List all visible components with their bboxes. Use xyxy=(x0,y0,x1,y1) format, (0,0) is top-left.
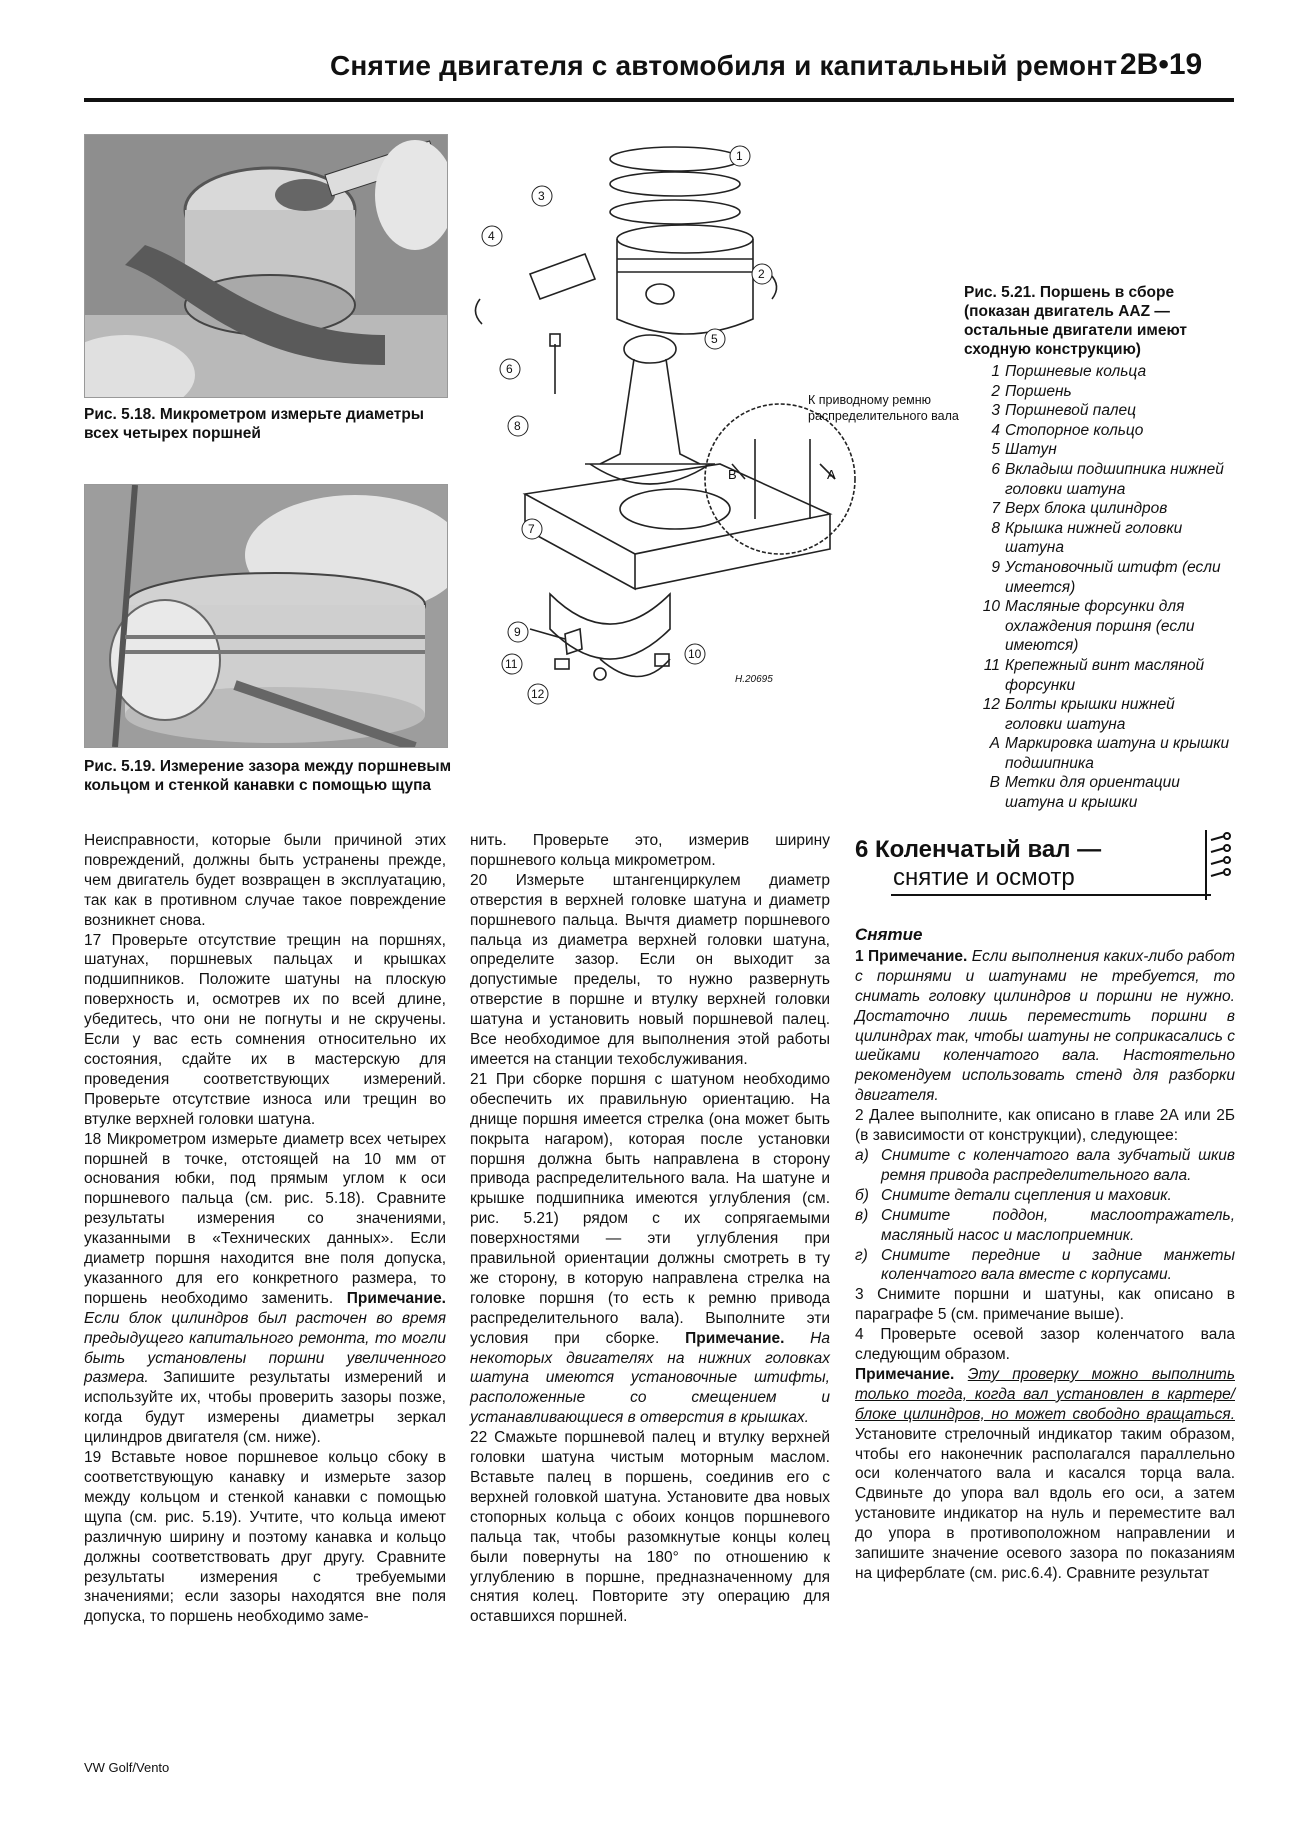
legend-item xyxy=(964,499,1236,519)
footer-book-title: VW Golf/Vento xyxy=(84,1760,170,1775)
svg-text:1: 1 xyxy=(736,149,743,163)
legend-number: 11 xyxy=(983,656,1000,674)
paragraph-18-continued: Запишите результаты измерений и используйте их, чтобы проверить зазоры позже, когда будут измерены диаметры зеркал цилиндров двигателя (см. ниже). xyxy=(84,1369,446,1447)
photo-fig-5-18 xyxy=(84,134,448,398)
feeler-gauge-photo-illustration xyxy=(85,485,447,747)
legend-number: 4 xyxy=(991,421,1000,439)
paragraph-3: 3 Снимите поршни и шатуны, как описано в параграфе 5 (см. примечание выше). xyxy=(855,1286,1235,1324)
legend-number: А xyxy=(989,735,1000,753)
legend-number: 1 xyxy=(991,363,1000,380)
caption-fig-5-19: Рис. 5.19. Измерение зазора между поршневым кольцом и стенкой канавки с помощью щупа xyxy=(84,758,452,794)
list-text: Снимите поддон, маслоотражатель, масляный насос и маслоприемник. xyxy=(881,1206,1235,1244)
legend-number: 2 xyxy=(991,382,1000,400)
exploded-piston-diagram xyxy=(470,134,960,824)
text-column-2 xyxy=(470,831,830,1627)
callout-7 xyxy=(522,519,542,539)
note-text: Если выполнения каких-либо работ с поршнями и шатунами не требуется, то снимать головку цилиндров и поршни не нужно. Достаточно лишь переместить поршни в цилиндрах так, чтобы шатуны не соприкасались с шейками коленчатого вала. Настоятельно рекомендуем использовать стенд для разборки двигателя. xyxy=(855,947,1236,1105)
callout-5 xyxy=(705,329,725,349)
inset-letter-a: A xyxy=(827,467,836,482)
micrometer-photo-illustration xyxy=(85,135,447,397)
paragraph-4: 4 Проверьте осевой зазор коленчатого вала следующим образом. xyxy=(855,1326,1235,1364)
callout-8 xyxy=(508,416,528,436)
legend-text: Поршень xyxy=(1005,382,1072,400)
svg-text:5: 5 xyxy=(711,332,718,346)
paragraph-20: 20 Измерьте штангенциркулем диаметр отверстия в верхней головке шатуна и диаметр поршневого пальца. Вычтя диаметр поршневого пальца из диаметра верхней головки шатуна, определите зазор. Если он выходит за допустимые пределы, то нужно развернуть отверстие в поршне и втулку верхней головки шатуна и установить новый поршневой палец. Все необходимое для выполнения этой работы имеется на станции техобслуживания. xyxy=(470,871,830,1068)
paragraph-22: 22 Смажьте поршневой палец и втулку верхней головки шатуна чистым моторным маслом. Вставьте палец в поршень, соединив его с верхней головкой шатуна. Установите два новых стопорных кольца с обоих концов поршневого пальца так, чтобы разомкнутые концы колец были повернуты на 180° по отношению к углублению в поршне, предназначенному для снятия колец. Повторите эту операцию для оставшихся поршней. xyxy=(470,1429,830,1626)
note-label: Примечание. xyxy=(685,1329,785,1347)
note-label: Примечание. xyxy=(346,1289,446,1307)
list-item xyxy=(855,1246,1235,1286)
text-column-3 xyxy=(855,925,1235,1584)
legend-number: 7 xyxy=(991,500,1000,518)
legend-item xyxy=(964,558,1236,597)
callout-3 xyxy=(532,186,552,206)
photo-fig-5-19 xyxy=(84,484,448,748)
paragraph-4-continued: Установите стрелочный индикатор таким образом, чтобы его наконечник располагался параллельно оси коленчатого вала и касался торца вала. Сдвиньте до упора вал вдоль его оси, а затем установите индикатор на нуль и переместите вал до упора в противоположном направлении и запишите значение осевого зазора по показаниям на циферблате (см. рис.6.4). Сравните результат xyxy=(855,1425,1235,1582)
svg-text:8: 8 xyxy=(514,419,521,433)
legend-text: Крышка нижней головки шатуна xyxy=(1005,519,1183,557)
note-text: Эту проверку можно выполнить только тогда, когда вал установлен в картере/блоке цилиндров, но может свободно вращаться. xyxy=(855,1365,1235,1423)
callout-10 xyxy=(685,644,705,664)
list-item xyxy=(855,1186,1235,1206)
legend-text: Болты крышки нижней головки шатуна xyxy=(1005,696,1175,733)
legend-number: В xyxy=(989,774,1000,792)
list-text: Снимите с коленчатого вала зубчатый шкив ремня привода распределительного вала. xyxy=(881,1146,1235,1184)
legend-item xyxy=(964,773,1236,812)
paragraph-18-text: 18 Микрометром измерьте диаметр всех четырех поршней в точке, отстоящей на 10 мм от основания юбки, под прямым углом к оси поршневого пальца (см. рис. 5.18). Сравните результаты измерения со значениями, указанными в «Технических данных». Если диаметр поршня находится вне поля допуска, указанного для его конкретного размера, то поршень необходимо заменить. xyxy=(84,1130,446,1307)
paragraph-17: 17 Проверьте отсутствие трещин на поршнях, шатунах, поршневых пальцах и крышках подшипников. Положите шатуны на плоскую поверхность и, осмотрев их по всей длине, убедитесь, что они не погнуты и не скручены. Если у вас есть сомнения относительно их состояния, сдайте их в мастерскую для проведения соответствующих измерений. Проверьте отсутствие износа или трещин во втулке верхней головки шатуна. xyxy=(84,931,446,1128)
svg-text:3: 3 xyxy=(538,189,545,203)
paragraph-21-text: 21 При сборке поршня с шатуном необходимо обеспечить их правильную ориентацию. На днище поршня имеется стрелка (она может быть покрыта нагаром), которая после установки поршня должна быть направлена в сторону привода распределительного вала. На шатуне и крышке подшипника имеются углубления (см. рис. 5.21) рядом с их сопрягаемыми поверхностями — эти углубления при правильной ориентации должны смотреть в ту же сторону, в которую направлена стрелка на головке поршня (то есть к ремню привода распределительного вала). Выполните эти условия при сборке. xyxy=(470,1070,830,1347)
callout-6 xyxy=(500,359,520,379)
svg-text:4: 4 xyxy=(488,229,495,243)
subheading-removal: Снятие xyxy=(855,925,923,944)
note-label: 1 Примечание. xyxy=(855,947,968,965)
callout-12 xyxy=(528,684,548,704)
legend-text: Установочный штифт (если имеется) xyxy=(1005,558,1221,596)
section-subtitle: снятие и осмотр xyxy=(893,864,1075,891)
legend-text: Крепежный винт масляной форсунки xyxy=(1005,656,1205,694)
legend-item xyxy=(964,421,1236,441)
callout-9 xyxy=(508,622,528,642)
paragraph-21 xyxy=(470,1070,830,1428)
page-number: 2B•19 xyxy=(1120,48,1203,81)
note-text: Если блок цилиндров был расточен во время предыдущего капитального ремонта, то могли быть установлены поршни увеличенного размера. xyxy=(84,1309,446,1387)
note-text: На некоторых двигателях на нижних головках шатуна имеются установочные штифты, расположенные со смещением и устанавливающиеся в отверстия в крышках. xyxy=(470,1329,830,1427)
paragraph: Неисправности, которые были причиной этих повреждений, должны быть устранены прежде, чем двигатель будет возвращен в эксплуатацию, так как в противном случае такое повреждение возникнет снова. xyxy=(84,832,446,929)
section-rule xyxy=(891,894,1211,896)
legend-text: Поршневой палец xyxy=(1005,402,1136,420)
legend-item xyxy=(964,656,1236,695)
header-rule xyxy=(84,98,1234,102)
legend-item xyxy=(964,440,1236,460)
legend-text: Стопорное кольцо xyxy=(1005,421,1144,439)
diagram-code: H.20695 xyxy=(735,674,773,685)
list-marker: г) xyxy=(855,1246,868,1264)
paragraph-2: 2 Далее выполните, как описано в главе 2А или 2Б (в зависимости от конструкции), следующее: xyxy=(855,1107,1235,1145)
note-label: Примечание. xyxy=(855,1365,955,1383)
legend-item xyxy=(964,734,1236,773)
callout-2 xyxy=(752,264,772,284)
paragraph-19-end: нить. Проверьте это, измерив ширину поршневого кольца микрометром. xyxy=(470,832,830,869)
legend-number: 12 xyxy=(982,696,1000,714)
note-4 xyxy=(855,1365,1235,1584)
camshaft-belt-label: К приводному ремню распределительного вала xyxy=(808,393,959,423)
list-item xyxy=(855,1146,1235,1186)
legend-text: Маркировка шатуна и крышки подшипника xyxy=(1005,735,1230,772)
legend-text: Метки для ориентации шатуна и крышки xyxy=(1005,774,1180,812)
difficulty-spanner-icon xyxy=(1205,830,1237,900)
section-title: 6 Коленчатый вал — xyxy=(855,836,1102,863)
list-marker: б) xyxy=(855,1186,869,1204)
svg-text:7: 7 xyxy=(528,522,535,536)
list-text: Снимите детали сцепления и маховик. xyxy=(881,1186,1172,1204)
legend-item xyxy=(964,362,1236,382)
list-marker: в) xyxy=(855,1206,869,1224)
legend-text: Шатун xyxy=(1005,441,1057,459)
text-column-1 xyxy=(84,831,446,1627)
note-1 xyxy=(855,947,1235,1106)
legend-text: Верх блока цилиндров xyxy=(1005,500,1168,518)
list-item xyxy=(855,1206,1235,1246)
piston-assembly-drawing xyxy=(470,134,960,824)
legend-text: Вкладыш подшипника нижней головки шатуна xyxy=(1005,460,1224,498)
section-6-heading xyxy=(855,836,1235,896)
list-marker: а) xyxy=(855,1146,869,1164)
legend-item xyxy=(964,597,1236,656)
legend-number: 8 xyxy=(991,519,1000,537)
legend-number: 10 xyxy=(982,598,1000,616)
legend-item xyxy=(964,460,1236,499)
legend-text: Поршневые кольца xyxy=(1005,363,1147,380)
caption-fig-5-21: Рис. 5.21. Поршень в сборе (показан двигатель AAZ — остальные двигатели имеют сходную конструкцию) xyxy=(964,284,1187,358)
removal-steps-list xyxy=(855,1146,1235,1285)
paragraph-18 xyxy=(84,1130,446,1449)
svg-text:12: 12 xyxy=(531,687,545,701)
legend-number: 5 xyxy=(991,441,1000,459)
svg-text:11: 11 xyxy=(505,657,518,671)
svg-text:6: 6 xyxy=(506,362,513,376)
callout-11 xyxy=(502,654,522,674)
running-header-title: Снятие двигателя с автомобиля и капитальный ремонт xyxy=(330,50,1118,81)
legend-number: 3 xyxy=(991,402,1000,420)
svg-text:2: 2 xyxy=(758,267,765,281)
legend-item xyxy=(964,519,1236,558)
callout-4 xyxy=(482,226,502,246)
legend-item xyxy=(964,695,1236,734)
svg-text:9: 9 xyxy=(514,625,521,639)
svg-text:10: 10 xyxy=(688,647,702,661)
legend-item xyxy=(964,401,1236,421)
list-text: Снимите передние и задние манжеты коленчатого вала вместе с корпусами. xyxy=(881,1246,1235,1284)
legend-item xyxy=(964,382,1236,402)
legend-text: Масляные форсунки для охлаждения поршня (если имеются) xyxy=(1005,598,1195,655)
caption-fig-5-18: Рис. 5.18. Микрометром измерьте диаметры всех четырех поршней xyxy=(84,406,425,442)
inset-letter-b: B xyxy=(728,467,737,482)
paragraph-19: 19 Вставьте новое поршневое кольцо сбоку в соответствующую канавку и измерьте зазор между кольцом и стенкой канавки с помощью щупа (см. рис. 5.19). Учтите, что кольца имеют различную ширину и поэтому канавка и кольцо должны соответствовать друг другу. Сравните результаты измерения с требуемыми значениями; если зазоры находятся вне поля допуска, то поршень необходимо заме- xyxy=(84,1449,446,1626)
callout-1 xyxy=(730,146,750,166)
legend-fig-5-21 xyxy=(964,362,1236,813)
legend-number: 6 xyxy=(991,460,1000,478)
legend-number: 9 xyxy=(991,558,1000,576)
